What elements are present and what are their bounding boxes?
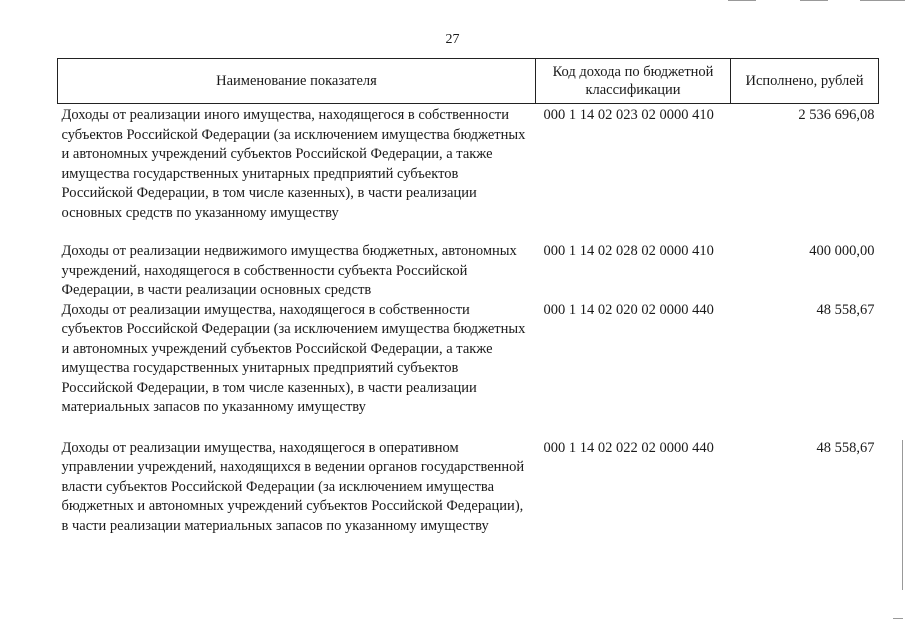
scan-edge-mark (860, 0, 905, 1)
scan-edge-mark (902, 440, 903, 590)
table-row (58, 104, 879, 243)
indicator-name: Доходы от реализации недвижимого имущества бюджетных, автономных учреждений, находящегося в собственности субъекта Российской Федерации, в части реализации основных средств (61, 243, 517, 298)
executed-amount: 2 536 696,08 (798, 107, 875, 123)
income-code: 000 1 14 02 022 02 0000 440 (543, 439, 714, 456)
executed-amount: 48 558,67 (816, 439, 875, 456)
table-row (58, 439, 879, 537)
header-executed-amount: Исполнено, рублей (731, 59, 879, 104)
indicator-name: Доходы от реализации иного имущества, находящегося в собственности субъектов Российской Федерации (за исключением имущества бюджетных и автономных учреждений субъектов Российской Федерации, а также имущества государственных унитарных предприятий субъектов Российской Федерации, в том числе казенных), в части реализации основных средств по указанному имуществу (61, 107, 526, 221)
table-row (58, 301, 879, 439)
executed-amount: 400 000,00 (809, 243, 875, 259)
scan-edge-mark (728, 0, 756, 1)
scan-edge-mark (800, 0, 828, 1)
executed-amount: 48 558,67 (816, 301, 875, 318)
header-income-code: Код дохода по бюджетной классификации (536, 59, 731, 104)
table-header-row (58, 59, 879, 104)
table-row (58, 242, 879, 301)
revenue-table (57, 58, 879, 536)
header-indicator-name: Наименование показателя (58, 59, 536, 104)
scan-edge-mark (893, 618, 903, 619)
income-code: 000 1 14 02 028 02 0000 410 (543, 243, 714, 259)
income-code: 000 1 14 02 020 02 0000 440 (543, 301, 714, 318)
income-code: 000 1 14 02 023 02 0000 410 (543, 107, 714, 123)
indicator-name: Доходы от реализации имущества, находящегося в оперативном управлении учреждений, находящихся в ведении органов государственной власти субъектов Российской Федерации (за исключением имущества бюджетных и автономных учреждений субъектов Российской Федерации), в части реализации материальных запасов по указанному имуществу (61, 439, 525, 534)
page-number: 27 (445, 32, 460, 47)
indicator-name: Доходы от реализации имущества, находящегося в собственности субъектов Российской Федерации (за исключением имущества бюджетных и автономных учреждений субъектов Российской Федерации, а также имущества государственных унитарных предприятий субъектов Российской Федерации, в том числе казенных), в части реализации материальных запасов по указанному имуществу (61, 301, 526, 415)
